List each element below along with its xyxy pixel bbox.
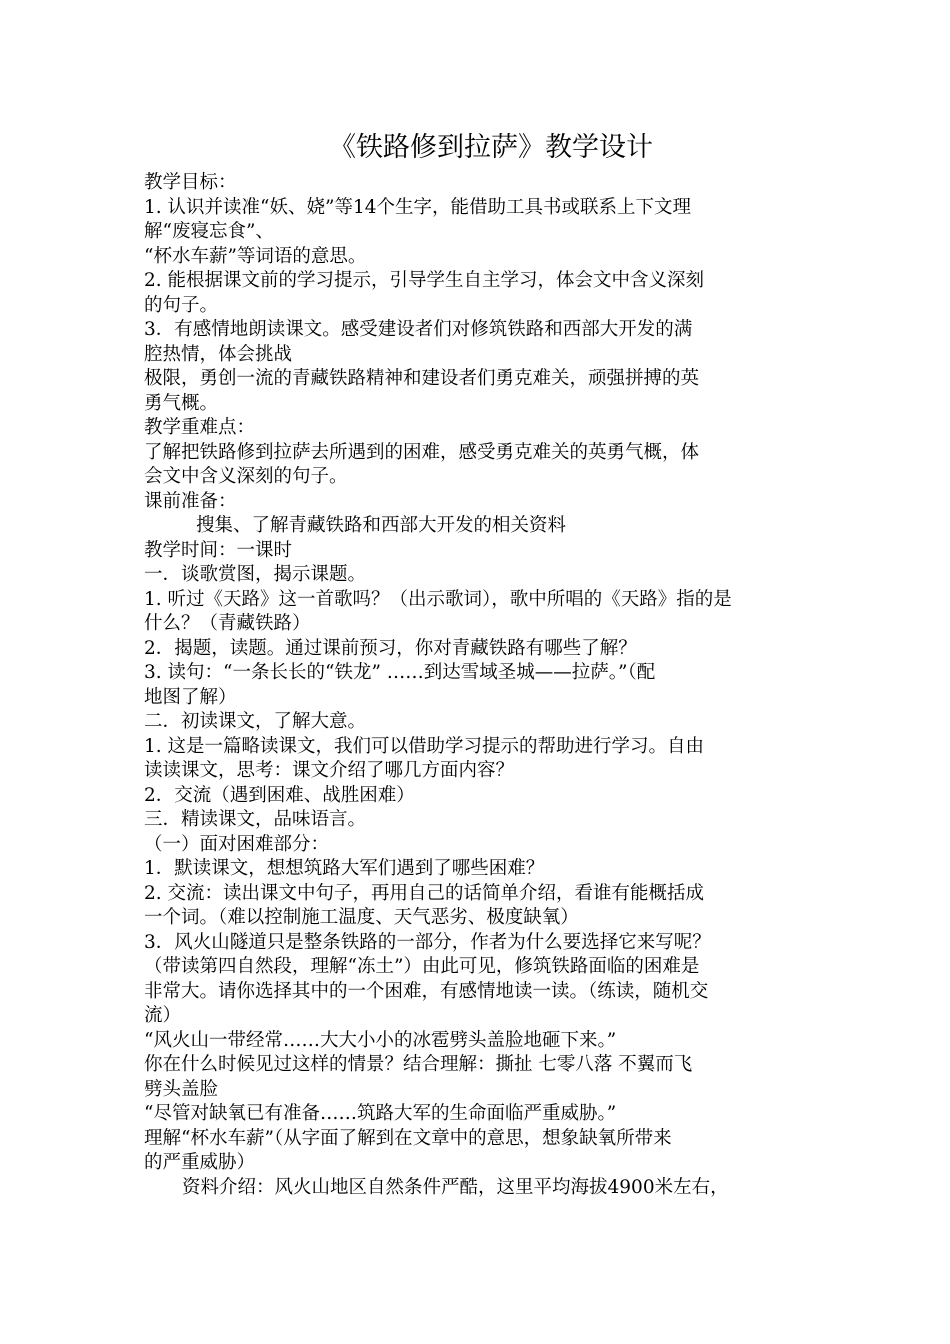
text-line: 了解把铁路修到拉萨去所遇到的困难，感受勇克难关的英勇气概，体 [144,441,700,463]
text-line: 3．风火山隧道只是整条铁路的一部分，作者为什么要选择它来写呢？ [144,931,711,953]
section-heading: 二．初读课文，了解大意。 [144,711,367,732]
section-heading: 教学重难点： [144,417,256,438]
text-line: 2．揭题，读题。通过课前预习，你对青藏铁路有哪些了解？ [144,637,637,659]
text-line: 劈头盖脸 [144,1078,219,1100]
text-line: 1．默读课文，想想筑路大军们遇到了哪些困难？ [144,858,545,879]
text-line: 教学目标： [144,172,237,193]
text-line: “风火山一带经常……大大小小的冰雹劈头盖脸地砸下来。” [144,1029,617,1051]
document-title: 《铁路修到拉萨》教学设计 [329,132,653,163]
document-page [144,128,824,1200]
text-line: 3. 读句：“一条长长的“铁龙” ……到达雪域圣城——拉萨。”（配 [144,662,656,683]
text-line: 一个词。（难以控制施工温度、天气恶劣、极度缺氧） [144,907,579,928]
section-heading: 三．精读课文，品味语言。 [144,809,367,830]
text-line: 极限，勇创一流的青藏铁路精神和建设者们勇克难关，顽强拼搏的英 [144,368,700,389]
document-body [144,171,824,1200]
text-line: 解“废寝忘食”、 [144,221,274,242]
text-line: 的句子。 [144,294,219,316]
text-line: 勇气概。 [144,392,219,414]
text-line: 你在什么时候见过这样的情景？结合理解：撕扯 七零八落 不翼而飞 [144,1054,693,1075]
text-line: “杯水车薪”等词语的意思。 [144,245,367,267]
text-line: 理解“杯水车薪”（从字面了解到在文章中的意思，想象缺氧所带来 [144,1127,672,1149]
section-heading: 课前准备： [144,490,237,512]
text-line: 的严重威胁） [144,1152,256,1173]
text-line: 2. 交流：读出课文中句子，再用自己的话简单介绍，看谁有能概括成 [144,882,705,904]
text-line: 搜集、了解青藏铁路和西部大开发的相关资料 [196,515,567,536]
text-line: （带读第四自然段，理解“冻土”）由此可见，修筑铁路面临的困难是 [144,956,700,977]
text-line: 会文中含义深刻的句子。 [144,466,348,487]
text-line: 腔热情，体会挑战 [144,343,293,365]
section-heading: 一．谈歌赏图，揭示课题。 [144,564,367,585]
text-line: 非常大。请你选择其中的一个困难，有感情地读一读。（练读，随机交 [144,980,709,1002]
text-line: 3．有感情地朗读课文。感受建设者们对修筑铁路和西部大开发的满 [144,319,693,340]
text-line: 2．交流（遇到困难、战胜困难） [144,784,415,806]
text-line: 2. 能根据课文前的学习提示，引导学生自主学习，体会文中含义深刻 [144,270,705,291]
text-line: 资料介绍：风火山地区自然条件严酷，这里平均海拔4900米左右， [182,1176,729,1198]
section-heading: （一）面对困难部分： [144,833,330,855]
text-line: 1. 认识并读准“妖、娆”等14个生字，能借助工具书或联系上下文理 [144,196,691,218]
text-line: 读读课文，思考：课文介绍了哪几方面内容？ [144,760,515,781]
section-heading: 教学时间：一课时 [144,539,293,561]
text-line: 流） [144,1005,182,1026]
text-line: 地图了解） [144,686,237,708]
text-line: 1. 这是一篇略读课文，我们可以借助学习提示的帮助进行学习。自由 [144,735,705,757]
text-line: 什么？（青藏铁路） [144,613,311,634]
text-line: “尽管对缺氧已有准备……筑路大军的生命面临严重威胁。” [144,1103,617,1124]
text-line: 1. 听过《天路》这一首歌吗？（出示歌词），歌中所唱的《天路》指的是 [144,588,732,610]
